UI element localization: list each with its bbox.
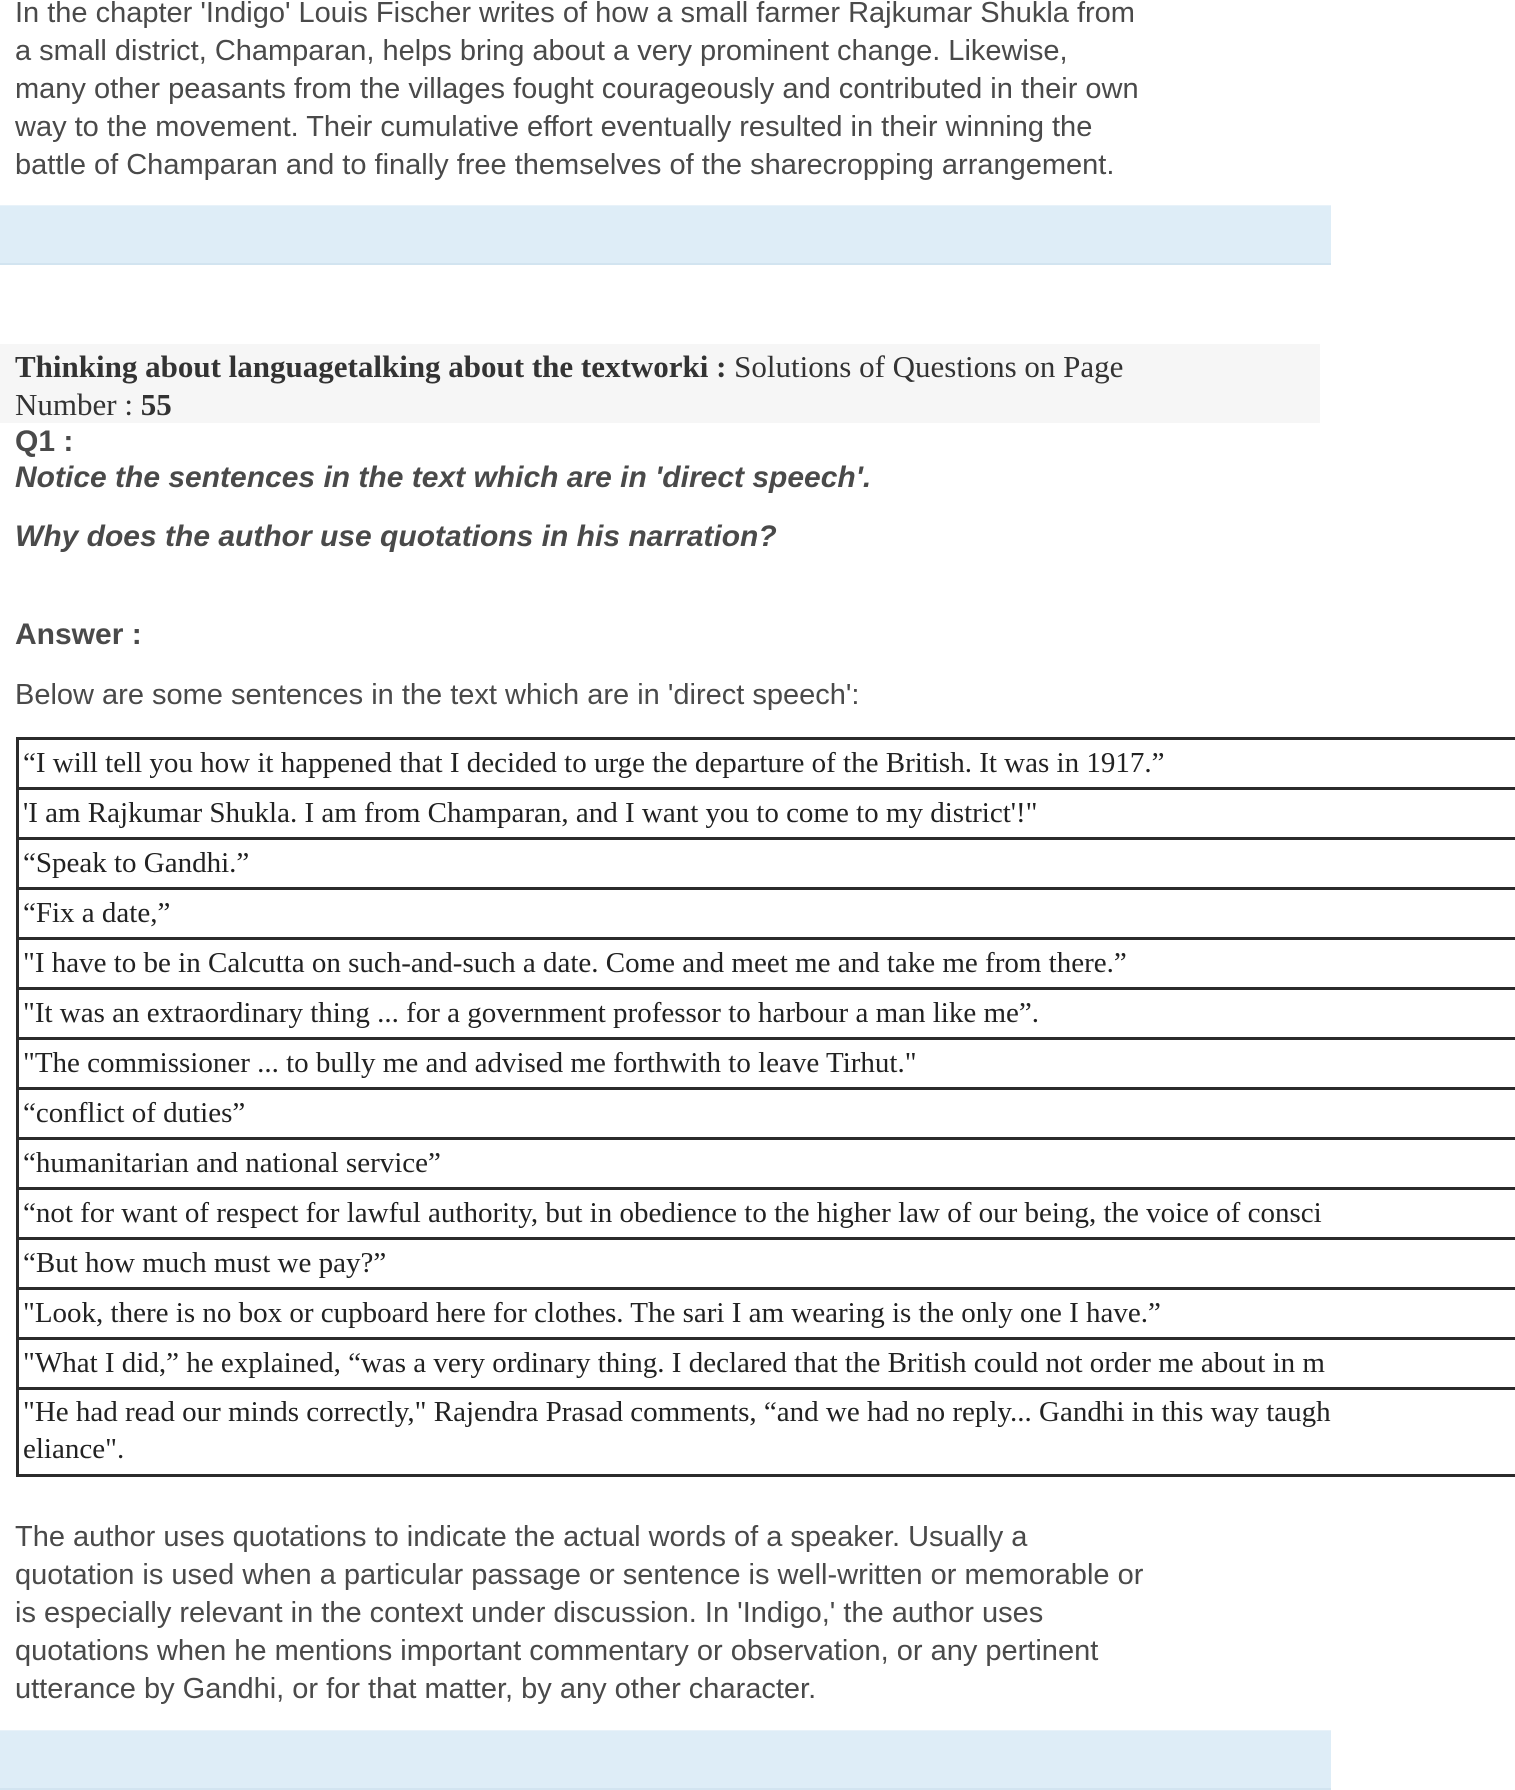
quote-cell: 'I am Rajkumar Shukla. I am from Champaran, and I want you to come to my district'!" (18, 789, 1515, 839)
quote-cell: “conflict of duties” (18, 1089, 1515, 1139)
table-row (18, 939, 1515, 989)
quote-cell: "Look, there is no box or cupboard here for clothes. The sari I am wearing is the only one I have.” (18, 1289, 1515, 1339)
section-title: Thinking about languagetalking about the textworki : (15, 349, 727, 384)
intro-line: battle of Champaran and to finally free themselves of the sharecropping arrangement. (15, 149, 1115, 181)
quote-line: "He had read our minds correctly," Rajendra Prasad comments, “and we had no reply... Gandhi in this way taugh (23, 1396, 1331, 1428)
question-label: Q1 : (15, 425, 74, 458)
intro-paragraph (15, 0, 1325, 184)
section-header (0, 344, 1320, 423)
question-text: Why does the author use quotations in his narration? (15, 520, 777, 553)
intro-line: In the chapter 'Indigo' Louis Fischer writes of how a small farmer Rajkumar Shukla from (15, 0, 1135, 29)
table-row (18, 1139, 1515, 1189)
table-row (18, 1039, 1515, 1089)
direct-speech-table (16, 737, 1515, 1477)
quote-cell: "It was an extraordinary thing ... for a government professor to harbour a man like me”. (18, 989, 1515, 1039)
table-row (18, 1189, 1515, 1239)
conclusion-line: utterance by Gandhi, or for that matter, by any other character. (15, 1673, 817, 1705)
quote-cell: “not for want of respect for lawful authority, but in obedience to the higher law of our being, the voice of consci (18, 1189, 1515, 1239)
table-row (18, 889, 1515, 939)
conclusion-paragraph (15, 1518, 1335, 1708)
quote-cell (18, 1389, 1515, 1476)
section-divider-bar (0, 1730, 1331, 1790)
table-row (18, 1339, 1515, 1389)
table-row (18, 1289, 1515, 1339)
table-row (18, 1089, 1515, 1139)
section-subtitle: Solutions of Questions on Page (734, 349, 1124, 384)
conclusion-line: quotations when he mentions important commentary or observation, or any pertinent (15, 1635, 1099, 1667)
question-text: Notice the sentences in the text which are in 'direct speech'. (15, 461, 872, 494)
table-row (18, 789, 1515, 839)
page-number-label: Number : (15, 387, 133, 422)
table-row (18, 839, 1515, 889)
quote-cell: "What I did,” he explained, “was a very ordinary thing. I declared that the British could not order me about in m (18, 1339, 1515, 1389)
intro-line: way to the movement. Their cumulative effort eventually resulted in their winning the (15, 111, 1093, 143)
quote-cell: “Fix a date,” (18, 889, 1515, 939)
conclusion-line: The author uses quotations to indicate the actual words of a speaker. Usually a (15, 1521, 1028, 1553)
conclusion-line: quotation is used when a particular passage or sentence is well-written or memorable or (15, 1559, 1144, 1591)
table-row (18, 1239, 1515, 1289)
intro-line: a small district, Champaran, helps bring about a very prominent change. Likewise, (15, 35, 1068, 67)
table-row (18, 1389, 1515, 1476)
conclusion-line: is especially relevant in the context under discussion. In 'Indigo,' the author uses (15, 1597, 1044, 1629)
intro-line: many other peasants from the villages fought courageously and contributed in their own (15, 73, 1139, 105)
quote-cell: “humanitarian and national service” (18, 1139, 1515, 1189)
table-row (18, 739, 1515, 789)
page-number: 55 (140, 387, 172, 422)
answer-intro: Below are some sentences in the text which are in 'direct speech': (15, 679, 860, 711)
quote-line-continuation: eliance". (23, 1433, 125, 1465)
quote-cell: "The commissioner ... to bully me and advised me forthwith to leave Tirhut." (18, 1039, 1515, 1089)
quote-cell: “But how much must we pay?” (18, 1239, 1515, 1289)
quote-cell: “Speak to Gandhi.” (18, 839, 1515, 889)
quote-cell: "I have to be in Calcutta on such-and-such a date. Come and meet me and take me from there.” (18, 939, 1515, 989)
section-divider-bar (0, 205, 1331, 265)
quote-cell: “I will tell you how it happened that I decided to urge the departure of the British. It was in 1917.” (18, 739, 1515, 789)
answer-label: Answer : (15, 618, 142, 651)
table-row (18, 989, 1515, 1039)
